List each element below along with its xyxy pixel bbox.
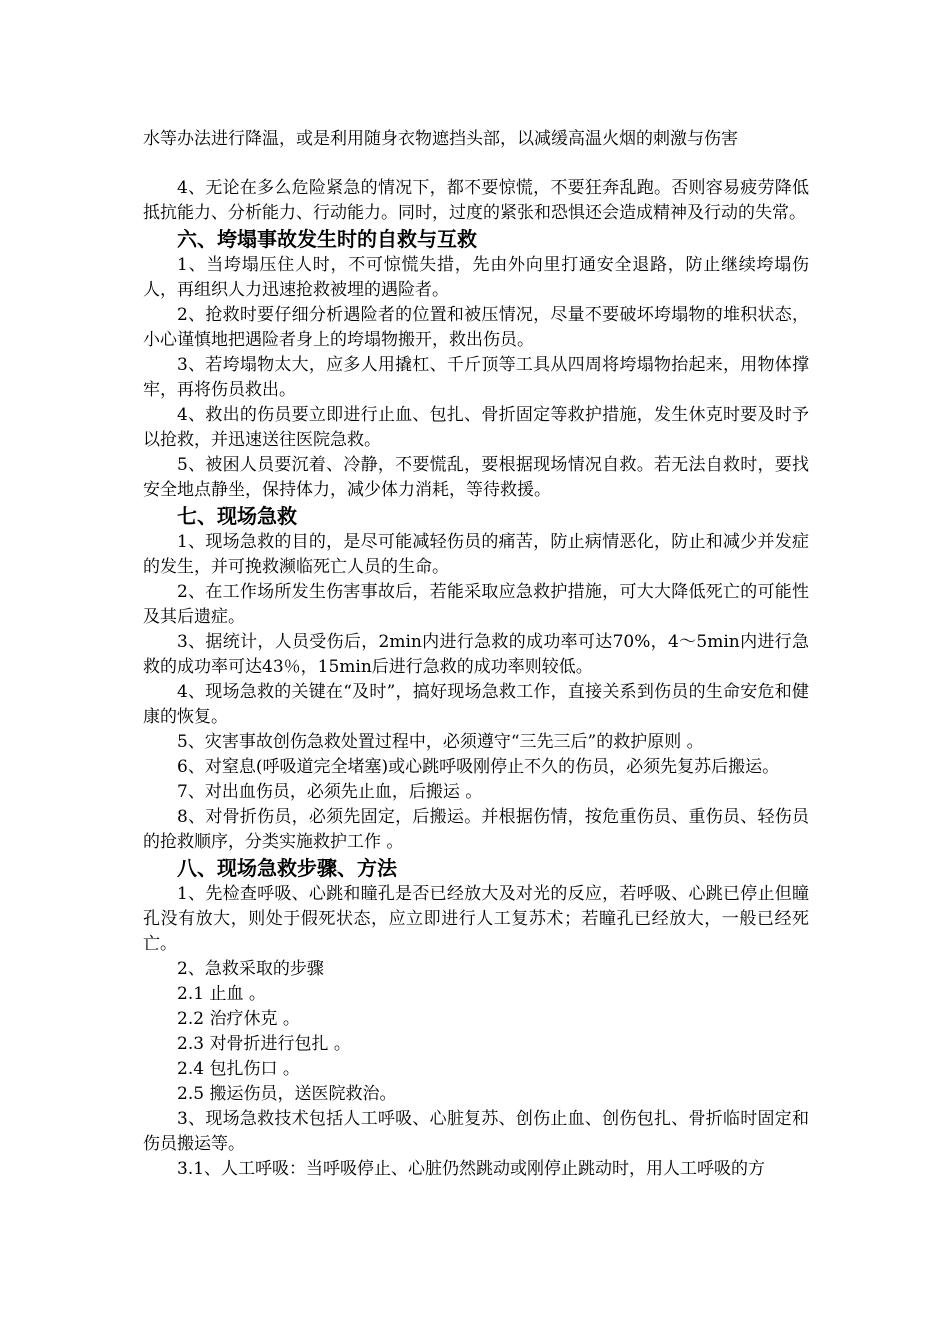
section7-paragraph: 6、对窒息(呼吸道完全堵塞)或心跳呼吸刚停止不久的伤员，必须先复苏后搬运。 bbox=[177, 757, 780, 777]
section6-paragraph: 5、被困人员要沉着、冷静，不要慌乱，要根据现场情况自救。若无法自救时，要找安全地点静坐，保持体力，减少体力消耗，等待救援。 bbox=[143, 455, 809, 500]
section5-paragraph-4: 4、无论在多么危险紧急的情况下，都不要惊慌，不要狂奔乱跑。否则容易疲劳降低抵抗能力、分析能力、行动能力。同时，过度的紧张和恐惧还会造成精神及行动的失常。 bbox=[143, 178, 809, 223]
section8-list-item: 2.5 搬运伤员，送医院救治。 bbox=[177, 1084, 397, 1104]
section7-heading: 七、现场急救 bbox=[177, 504, 297, 528]
section8-paragraph: 3、现场急救技术包括人工呼吸、心脏复苏、创伤止血、创伤包扎、骨折临时固定和伤员搬运等。 bbox=[143, 1109, 809, 1154]
section8-paragraph: 1、先检查呼吸、心跳和瞳孔是否已经放大及对光的反应，若呼吸、心跳已停止但瞳孔没有放大，则处于假死状态，应立即进行人工复苏术；若瞳孔已经放大，一般已经死亡。 bbox=[143, 884, 809, 954]
section6-paragraph: 3、若垮塌物太大，应多人用撬杠、千斤顶等工具从四周将垮塌物抬起来，用物体撑牢，再将伤员救出。 bbox=[143, 355, 809, 400]
section8-list-item: 2.2 治疗休克 。 bbox=[177, 1009, 300, 1029]
section8-heading: 八、现场急救步骤、方法 bbox=[177, 856, 397, 880]
section8-list-item: 2.1 止血 。 bbox=[177, 984, 266, 1004]
section7-paragraph: 7、对出血伤员，必须先止血，后搬运 。 bbox=[177, 782, 483, 802]
main-body bbox=[143, 176, 809, 1182]
section6-paragraph: 1、当垮塌压住人时，不可惊慌失措，先由外向里打通安全退路，防止继续垮塌伤人，再组织人力迅速抢救被埋的遇险者。 bbox=[143, 255, 809, 300]
section8-list-item: 2.4 包扎伤口 。 bbox=[177, 1059, 300, 1079]
section7-paragraph: 1、现场急救的目的，是尽可能减轻伤员的痛苦，防止病情恶化，防止和减少并发症的发生，并可挽救濒临死亡人员的生命。 bbox=[143, 532, 809, 577]
continuation-paragraph: 水等办法进行降温，或是利用随身衣物遮挡头部，以减缓高温火烟的刺激与伤害 bbox=[143, 129, 738, 149]
section7-paragraph: 3、据统计，人员受伤后，2min内进行急救的成功率可达70%，4～5min内进行急救的成功率可达43％，15min后进行急救的成功率则较低。 bbox=[143, 632, 809, 677]
section7-paragraph: 2、在工作场所发生伤害事故后，若能采取应急救护措施，可大大降低死亡的可能性及其后遗症。 bbox=[143, 582, 809, 627]
section7-paragraph: 5、灾害事故创伤急救处置过程中，必须遵守“三先三后”的救护原则 。 bbox=[177, 732, 704, 752]
section7-paragraph: 8、对骨折伤员，必须先固定，后搬运。并根据伤情，按危重伤员、重伤员、轻伤员的抢救顺序，分类实施救护工作 。 bbox=[143, 807, 809, 852]
continuation-block bbox=[143, 127, 809, 152]
section8-paragraph: 3.1、人工呼吸：当呼吸停止、心脏仍然跳动或刚停止跳动时，用人工呼吸的方 bbox=[177, 1159, 766, 1179]
section8-paragraph: 2、急救采取的步骤 bbox=[177, 959, 324, 979]
section6-paragraph: 2、抢救时要仔细分析遇险者的位置和被压情况，尽量不要破坏垮塌物的堆积状态，小心谨慎地把遇险者身上的垮塌物搬开，救出伤员。 bbox=[143, 305, 809, 350]
section6-paragraph: 4、救出的伤员要立即进行止血、包扎、骨折固定等救护措施，发生休克时要及时予以抢救，并迅速送往医院急救。 bbox=[143, 405, 809, 450]
section7-paragraph: 4、现场急救的关键在“及时”，搞好现场急救工作，直接关系到伤员的生命安危和健康的恢复。 bbox=[143, 682, 809, 727]
section6-heading: 六、垮塌事故发生时的自救与互救 bbox=[177, 227, 477, 251]
section8-list-item: 2.3 对骨折进行包扎 。 bbox=[177, 1034, 351, 1054]
